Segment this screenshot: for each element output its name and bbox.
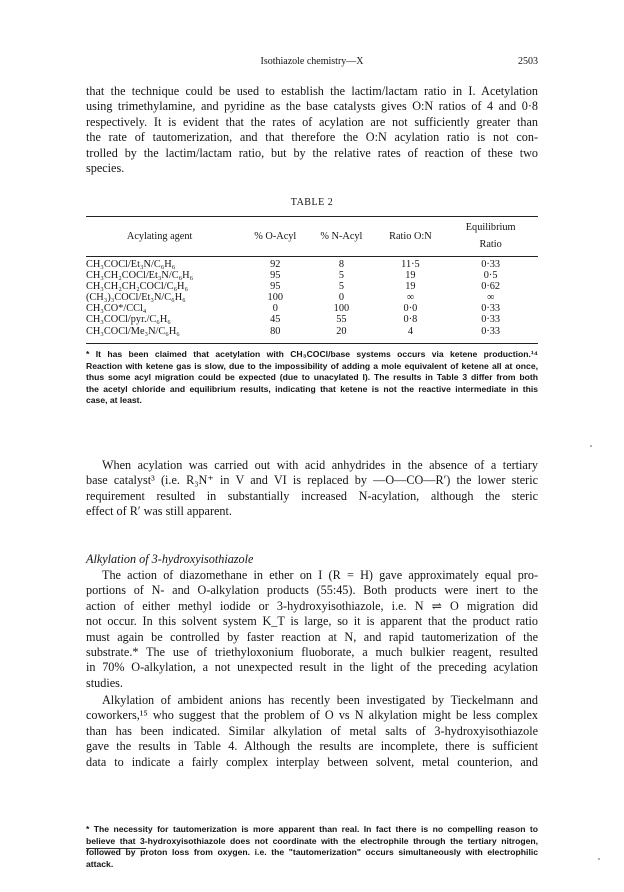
cell-o-acyl: 95: [270, 270, 281, 282]
text-line: coworkers,¹⁵ who suggest that the problem of O vs N alkylation might be less complex: [86, 708, 538, 723]
cell-acylating-agent: CH₃COCl/Et₃N/C₆H₆: [86, 259, 176, 270]
text-line: using trimethylamine, and pyridine as the base catalysts gives O:N ratios of 4 and 0·8: [86, 99, 538, 114]
footnote-line: Reaction with ketene gas is slow, due to the impossibility of adding a mole equivalent of ketene all at once,: [86, 360, 538, 371]
cell-equilibrium-ratio: 0·5: [483, 270, 498, 282]
text-line: the rate of tautomerization, and that therefore the O:N acylation ratio is not con-: [86, 130, 538, 145]
cell-acylating-agent: CH₃CH₂CH₂COCl/C₆H₆: [86, 281, 189, 293]
text-line: species.: [86, 161, 125, 176]
text-line: effect of R′ was still apparent.: [86, 504, 232, 519]
cell-o-acyl: 80: [270, 325, 281, 337]
col-header-n-acyl: % N-Acyl: [320, 230, 363, 242]
cell-equilibrium-ratio: 0·33: [481, 314, 501, 326]
footnote-line: thus some acyl migration could be expected (due to unacylated I). The results in Table 3 differ from both: [86, 372, 538, 382]
cell-n-acyl: 100: [333, 303, 350, 315]
table-row: [86, 270, 538, 281]
cell-acylating-agent: (CH₃)₃COCl/Et₃N/C₆H₆: [86, 292, 186, 304]
cell-acylating-agent: CH₃COCl/Me₃N/C₆H₆: [86, 325, 180, 337]
table-row: [86, 314, 538, 325]
intro-paragraph: [86, 84, 538, 176]
text-line: than has been indicated. Similar alkylation of metal salts of 3-hydroxyisothiazole: [86, 723, 538, 738]
table-row: [86, 292, 538, 303]
text-line: in 70% O-alkylation, a not unexpected result in the light of the preceding acylation: [86, 660, 538, 675]
text-line: trolled by the lactim/lactam ratio, but by the relative rates of reaction of these two: [86, 145, 538, 160]
cell-o-acyl: 0: [272, 303, 278, 315]
cell-n-acyl: 20: [336, 325, 347, 337]
text-line: studies.: [86, 675, 123, 690]
footnote-line: believe that 3-hydroxyisothiazole does not coordinate with the electrophile through the tertiary nitrogen,: [86, 835, 538, 846]
text-line: action of either methyl iodide or 3-hydroxyisothiazole, i.e. N ⇌ O migration did: [86, 598, 538, 613]
alkylation-paragraph: [86, 568, 538, 691]
cell-equilibrium-ratio: 0·62: [481, 281, 501, 293]
text-line: that the technique could be used to establish the lactim/lactam ratio in I. Acetylation: [86, 84, 538, 98]
cell-n-acyl: 5: [338, 270, 344, 282]
text-line: The action of diazomethane in ether on I (R = H) gave approximately equal pro-: [102, 568, 538, 582]
text-line: substrate.* The use of triethyloxonium fluoborate, a much bulkier reagent, resulted: [86, 645, 538, 660]
table-header-row: [86, 217, 538, 255]
acylation-table: [86, 217, 538, 337]
cell-ratio: ∞: [406, 292, 415, 304]
cell-equilibrium-ratio: 0·33: [481, 303, 501, 315]
col-header-ratio: Ratio O:N: [389, 230, 432, 242]
table-row: [86, 303, 538, 314]
cell-equilibrium-ratio: 0·33: [481, 325, 501, 337]
ambident-paragraph: [86, 693, 538, 770]
cell-ratio: 19: [405, 270, 416, 282]
cell-ratio: 0·8: [403, 314, 418, 326]
footnote-line: case, at least.: [86, 395, 142, 405]
text-line: portions of N- and O-alkylation products (55:45). Both products were inert to the: [86, 583, 538, 598]
text-line: gave the results in Table 4. Although the results are incomplete, there is sufficient: [86, 739, 538, 754]
cell-acylating-agent: CH₃COCl/pyr./C₆H₆: [86, 314, 171, 326]
table-row: [86, 281, 538, 292]
table-body: [86, 259, 538, 337]
table-caption: TABLE 2: [290, 197, 334, 208]
cell-o-acyl: 95: [270, 281, 281, 293]
page-number: 2503: [518, 56, 538, 67]
section-heading: Alkylation of 3-hydroxyisothiazole: [86, 552, 254, 566]
cell-equilibrium-ratio: 0·33: [481, 259, 501, 270]
cell-n-acyl: 0: [338, 292, 344, 304]
text-line: must again be controlled by faster reaction at N, and rapid tautomerization of the: [86, 629, 538, 644]
text-line: not occur. In this solvent system K_T is large, so it is apparent that the product ratio: [86, 614, 538, 629]
col-header-acylating-agent: Acylating agent: [126, 230, 193, 242]
footnote-line: the acetyl chloride and equilibrium results, indicating that ketene is not the reactive intermediate in this: [86, 383, 538, 394]
page-footnote: [86, 824, 538, 870]
cell-equilibrium-ratio: ∞: [486, 292, 495, 304]
cell-o-acyl: 100: [267, 292, 283, 304]
text-line: Alkylation of ambident anions has recently been investigated by Tieckelmann and: [102, 693, 538, 707]
table-footnote: [86, 349, 538, 407]
text-line: When acylation was carried out with acid anhydrides in the absence of a tertiary: [102, 458, 538, 472]
cell-n-acyl: 5: [338, 281, 344, 293]
scan-speck: [598, 858, 600, 860]
cell-acylating-agent: CH₃CH₂COCl/Et₃N/C₆H₆: [86, 270, 194, 282]
footnote-line: followed by proton loss from oxygen. i.e. the "tautomerization" occurs simultaneously with electrophilic: [86, 847, 538, 857]
footnote-line: * It has been claimed that acetylation with CH₃COCl/base systems occurs via ketene production.¹⁴: [86, 349, 538, 359]
col-header-equilibrium-ratio: [443, 217, 538, 255]
table-row: [86, 259, 538, 270]
table-row: [86, 326, 538, 337]
cell-ratio: 4: [407, 325, 413, 337]
scan-speck: [590, 445, 592, 447]
cell-n-acyl: 55: [336, 314, 347, 326]
cell-n-acyl: 8: [338, 259, 344, 270]
cell-ratio: 19: [405, 281, 416, 293]
cell-o-acyl: 92: [270, 259, 281, 270]
cell-o-acyl: 45: [270, 314, 281, 326]
footnote-line: * The necessity for tautomerization is more apparent than real. In fact there is no compelling reason to: [86, 824, 538, 834]
col-header-equilibrium: Equilibrium: [465, 222, 516, 233]
text-line: data to indicate a fairly complex interplay between solvent, metal counterion, and: [86, 754, 538, 769]
cell-ratio: 11·5: [401, 259, 420, 270]
cell-acylating-agent: CH₃CO*/CCl₄: [86, 303, 147, 315]
text-line: base catalyst³ (i.e. R₃N⁺ in V and VI is replaced by —O—CO—R′) the lower steric: [86, 473, 538, 488]
text-line: requirement resulted in substantially increased N-acylation, although the steric: [86, 488, 538, 503]
table-bottom-rule: [86, 343, 538, 344]
col-header-ratio-sub: Ratio: [479, 239, 502, 250]
acylation-paragraph: [86, 458, 538, 520]
footnote-line: attack.: [86, 858, 114, 869]
col-header-o-acyl: % O-Acyl: [254, 230, 297, 242]
text-line: respectively. It is evident that the rates of acylation are not sufficiently greater than: [86, 114, 538, 129]
running-title: Isothiazole chemistry—X: [260, 56, 364, 67]
cell-ratio: 0·0: [403, 303, 418, 315]
